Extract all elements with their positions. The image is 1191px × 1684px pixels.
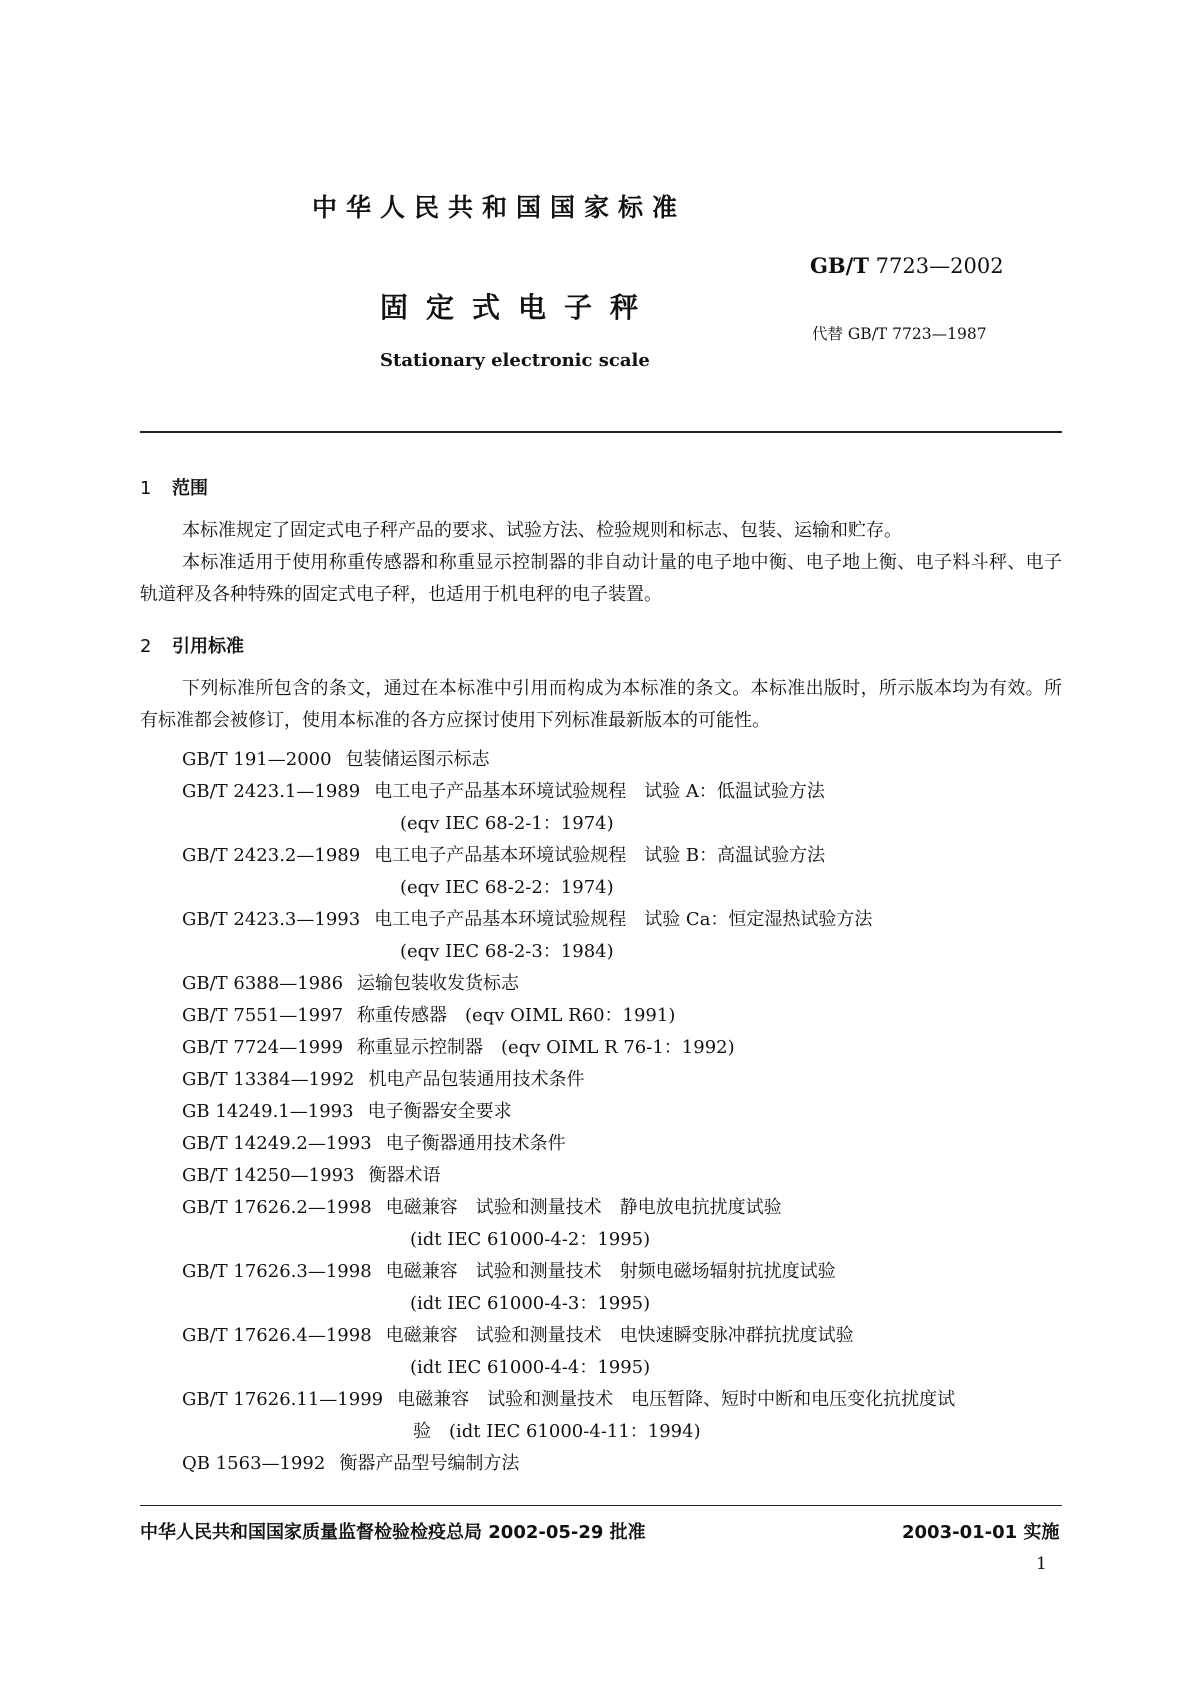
reference-code: GB/T 2423.1—1989 (182, 781, 361, 802)
reference-equivalence: (idt IEC 61000-4-3：1995) (410, 1293, 651, 1314)
section-1-paragraph-1: 本标准规定了固定式电子秤产品的要求、试验方法、检验规则和标志、包装、运输和贮存。 (182, 520, 902, 541)
reference-item (182, 1385, 955, 1411)
reference-title: 电工电子产品基本环境试验规程 试验 Ca：恒定湿热试验方法 (374, 909, 873, 930)
standard-prefix: GB/T (810, 253, 869, 278)
replaces-standard: 代替 GB/T 7723—1987 (812, 325, 987, 343)
reference-item (182, 1449, 519, 1475)
reference-item (182, 1321, 854, 1347)
section-1-title: 范围 (172, 478, 208, 499)
reference-equivalence: (eqv IEC 68-2-1：1974) (400, 813, 614, 834)
reference-title: 包装储运图示标志 (345, 749, 490, 770)
reference-code: GB/T 7724—1999 (182, 1037, 344, 1058)
reference-title: 电工电子产品基本环境试验规程 试验 B：高温试验方法 (374, 845, 826, 866)
reference-title: 电磁兼容 试验和测量技术 射频电磁场辐射抗扰度试验 (385, 1261, 836, 1282)
standard-number (810, 253, 1004, 278)
reference-title: 衡器术语 (368, 1165, 441, 1186)
reference-title: 电磁兼容 试验和测量技术 静电放电抗扰度试验 (385, 1197, 782, 1218)
header-divider (140, 431, 1062, 433)
document-title-cn: 固定式电子秤 (380, 291, 657, 324)
reference-item (182, 969, 519, 995)
reference-title: 电子衡器安全要求 (367, 1101, 512, 1122)
reference-code: QB 1563—1992 (182, 1453, 326, 1474)
reference-title: 电子衡器通用技术条件 (385, 1133, 566, 1154)
reference-title: 称重传感器 (eqv OIML R60：1991) (357, 1005, 676, 1026)
reference-equivalence: (eqv IEC 68-2-3：1984) (400, 941, 614, 962)
reference-item (182, 841, 825, 867)
reference-code: GB/T 13384—1992 (182, 1069, 355, 1090)
national-standard-heading: 中华人民共和国国家标准 (312, 193, 687, 222)
reference-item (182, 905, 872, 931)
reference-equivalence: (eqv IEC 68-2-2：1974) (400, 877, 614, 898)
reference-code: GB/T 17626.2—1998 (182, 1197, 372, 1218)
section-2-title: 引用标准 (172, 636, 244, 657)
reference-code: GB 14249.1—1993 (182, 1101, 354, 1122)
reference-code: GB/T 17626.3—1998 (182, 1261, 372, 1282)
document-title-en: Stationary electronic scale (380, 350, 650, 371)
reference-continuation: 验 (idt IEC 61000-4-11：1994) (413, 1421, 701, 1442)
reference-code: GB/T 14249.2—1993 (182, 1133, 372, 1154)
reference-title: 电磁兼容 试验和测量技术 电快速瞬变脉冲群抗扰度试验 (385, 1325, 854, 1346)
section-2-heading (140, 632, 244, 658)
footer-divider (140, 1505, 1062, 1506)
reference-code: GB/T 2423.3—1993 (182, 909, 361, 930)
reference-title: 机电产品包装通用技术条件 (368, 1069, 585, 1090)
reference-item (182, 1129, 566, 1155)
reference-code: GB/T 7551—1997 (182, 1005, 344, 1026)
reference-item (182, 745, 490, 771)
reference-title: 电磁兼容 试验和测量技术 电压暂降、短时中断和电压变化抗扰度试 (397, 1389, 956, 1410)
reference-item (182, 1033, 735, 1059)
reference-code: GB/T 14250—1993 (182, 1165, 355, 1186)
page-number: 1 (1036, 1554, 1047, 1574)
section-2-number: 2 (140, 636, 152, 657)
section-2-paragraph: 下列标准所包含的条文，通过在本标准中引用而构成为本标准的条文。本标准出版时，所示版本均为有效。所有标准都会被修订，使用本标准的各方应探讨使用下列标准最新版本的可能性。 (140, 678, 1062, 731)
reference-title: 衡器产品型号编制方法 (339, 1453, 520, 1474)
reference-item (182, 777, 825, 803)
section-1-number: 1 (140, 478, 152, 499)
reference-item (182, 1001, 675, 1027)
reference-title: 电工电子产品基本环境试验规程 试验 A：低温试验方法 (374, 781, 825, 802)
reference-code: GB/T 2423.2—1989 (182, 845, 361, 866)
reference-item (182, 1193, 782, 1219)
approval-statement: 中华人民共和国国家质量监督检验检疫总局 2002-05-29 批准 (140, 1522, 646, 1543)
reference-item (182, 1065, 584, 1091)
reference-title: 称重显示控制器 (eqv OIML R 76-1：1992) (357, 1037, 735, 1058)
reference-equivalence: (idt IEC 61000-4-2：1995) (410, 1229, 651, 1250)
reference-code: GB/T 6388—1986 (182, 973, 344, 994)
reference-item (182, 1097, 512, 1123)
standard-number-value: 7723—2002 (875, 254, 1004, 278)
reference-code: GB/T 17626.4—1998 (182, 1325, 372, 1346)
section-1-paragraph-2: 本标准适用于使用称重传感器和称重显示控制器的非自动计量的电子地中衡、电子地上衡、电子料斗秤、电子轨道秤及各种特殊的固定式电子秤，也适用于机电秤的电子装置。 (140, 552, 1062, 605)
reference-item (182, 1161, 440, 1187)
reference-item (182, 1257, 836, 1283)
reference-equivalence: (idt IEC 61000-4-4：1995) (410, 1357, 651, 1378)
reference-code: GB/T 191—2000 (182, 749, 332, 770)
effective-date: 2003-01-01 实施 (902, 1522, 1060, 1543)
reference-title: 运输包装收发货标志 (357, 973, 520, 994)
reference-code: GB/T 17626.11—1999 (182, 1389, 384, 1410)
section-1-heading (140, 474, 208, 500)
